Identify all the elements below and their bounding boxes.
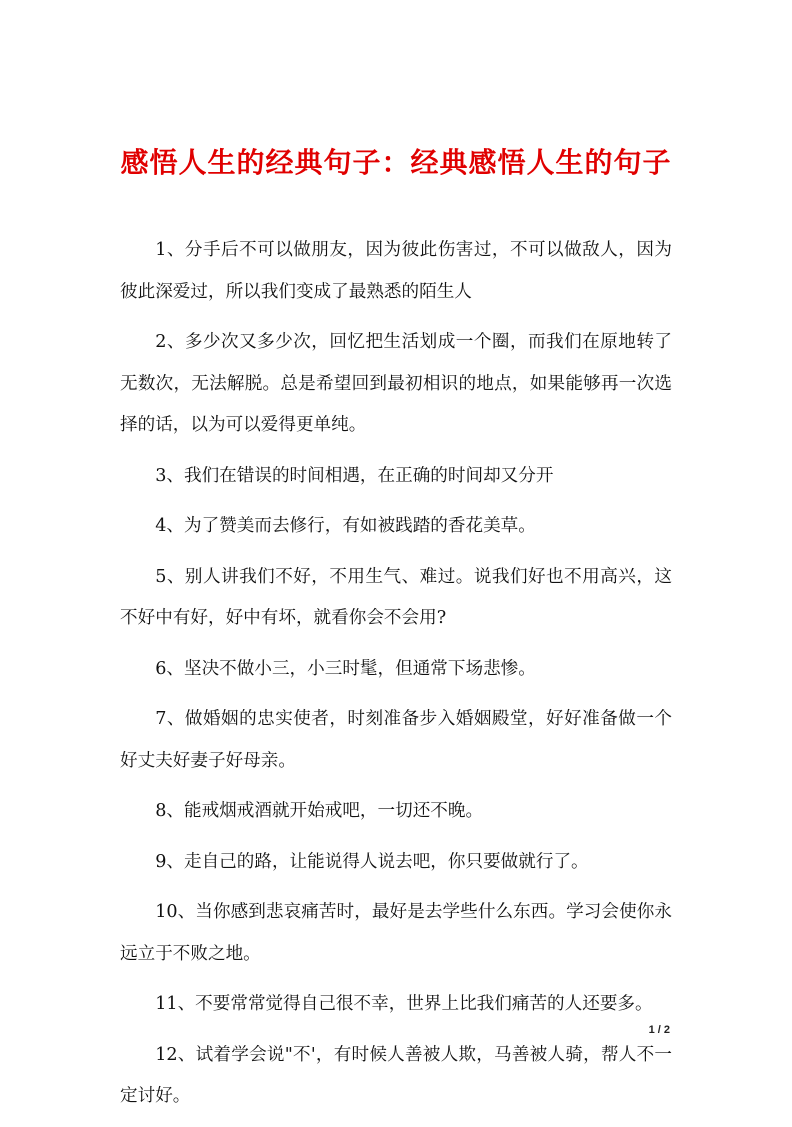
paragraph-2: 2、多少次又多少次，回忆把生活划成一个圈，而我们在原地转了无数次，无法解脱。总是希望回到最初相识的地点，如果能够再一次选择的话，以为可以爱得更单纯。 (120, 332, 672, 435)
document-body (120, 230, 672, 1127)
paragraph-10: 10、当你感到悲哀痛苦时，最好是去学些什么东西。学习会使你永远立于不败之地。 (120, 902, 672, 964)
paragraph-11: 11、不要常常觉得自己很不幸，世界上比我们痛苦的人还要多。 (155, 994, 653, 1014)
paragraph-1: 1、分手后不可以做朋友，因为彼此伤害过，不可以做敌人，因为彼此深爱过，所以我们变成了最熟悉的陌生人 (120, 240, 672, 302)
paragraph-3: 3、我们在错误的时间相遇，在正确的时间却又分开 (155, 465, 554, 486)
paragraph-9: 9、走自己的路，让能说得人说去吧，你只要做就行了。 (155, 851, 589, 872)
paragraph-5: 5、别人讲我们不好，不用生气、难过。说我们好也不用高兴，这不好中有好，好中有坏，就看你会不会用? (120, 566, 672, 628)
page-number: 1 / 2 (648, 1024, 670, 1036)
paragraph-12: 12、试着学会说"不'，有时候人善被人欺，马善被人骑，帮人不一定讨好。 (120, 1044, 672, 1106)
paragraph-6: 6、坚决不做小三，小三时髦，但通常下场悲惨。 (155, 658, 536, 679)
paragraph-7: 7、做婚姻的忠实使者，时刻准备步入婚姻殿堂，好好准备做一个好丈夫好妻子好母亲。 (120, 709, 672, 771)
paragraph-8: 8、能戒烟戒酒就开始戒吧，一切还不晚。 (155, 801, 484, 821)
page-title: 感悟人生的经典句子：经典感悟人生的句子 (120, 145, 672, 179)
paragraph-4: 4、为了赞美而去修行，有如被践踏的香花美草。 (155, 516, 536, 536)
